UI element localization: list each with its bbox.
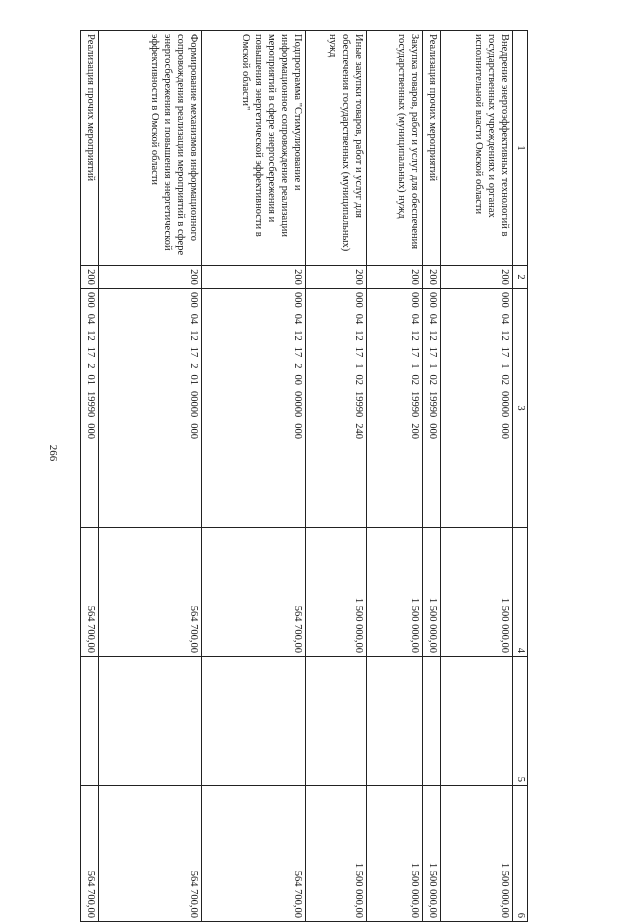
row-sum-col6: 564 700,00 — [99, 786, 202, 922]
row-sum-col5 — [367, 657, 422, 786]
kbk-part: 17 — [426, 346, 438, 358]
kbk-part: 04 — [408, 313, 420, 325]
table-row — [422, 31, 440, 922]
kbk-part: 04 — [353, 313, 365, 325]
row-sum-col5 — [99, 657, 202, 786]
kbk-part: 00000 — [188, 391, 200, 418]
row-code: 200 — [81, 266, 99, 289]
kbk-part: 12 — [188, 330, 200, 341]
kbk-part: 1 — [408, 363, 420, 369]
kbk-part: 12 — [408, 330, 420, 341]
budget-table-grid — [80, 30, 528, 922]
row-sum-col6: 1 500 000,00 — [422, 786, 440, 922]
kbk-part: 00 — [291, 374, 303, 385]
row-sum-col4: 1 500 000,00 — [367, 528, 422, 657]
table-row — [99, 31, 202, 922]
kbk-part: 19990 — [426, 391, 438, 418]
table-row — [305, 31, 367, 922]
kbk-part: 1 — [426, 363, 438, 369]
table-row — [202, 31, 305, 922]
kbk-part: 04 — [499, 313, 510, 325]
kbk-part: 1 — [499, 363, 510, 369]
column-header-5: 5 — [513, 657, 528, 786]
column-header-6: 6 — [513, 786, 528, 922]
kbk-part: 240 — [353, 423, 365, 439]
kbk-part: 19990 — [85, 391, 97, 418]
kbk-part: 000 — [499, 292, 510, 308]
row-sum-col4: 564 700,00 — [99, 528, 202, 657]
kbk-part: 000 — [426, 292, 438, 308]
table-row — [440, 31, 512, 922]
row-sum-col4: 564 700,00 — [81, 528, 99, 657]
kbk-part: 12 — [353, 330, 365, 341]
kbk-part: 17 — [408, 346, 420, 358]
row-sum-col5 — [422, 657, 440, 786]
kbk-part: 200 — [408, 423, 420, 439]
kbk-part: 12 — [426, 330, 438, 341]
row-sum-col6: 1 500 000,00 — [440, 786, 512, 922]
kbk-part: 04 — [85, 313, 97, 325]
row-sum-col4: 1 500 000,00 — [422, 528, 440, 657]
kbk-part: 000 — [499, 423, 510, 439]
row-sum-col6: 1 500 000,00 — [305, 786, 367, 922]
row-sum-col5 — [305, 657, 367, 786]
table-row — [367, 31, 422, 922]
kbk-part: 19990 — [408, 391, 420, 418]
kbk-part: 1 — [353, 363, 365, 369]
kbk-part: 000 — [291, 292, 303, 308]
kbk-part: 2 — [291, 363, 303, 369]
kbk-part: 17 — [353, 346, 365, 358]
row-kbk — [99, 289, 202, 528]
header-row — [513, 31, 528, 922]
row-sum-col6: 1 500 000,00 — [367, 786, 422, 922]
row-kbk — [440, 289, 512, 528]
kbk-part: 000 — [353, 292, 365, 308]
column-header-2: 2 — [513, 266, 528, 289]
kbk-part: 000 — [85, 423, 97, 439]
column-header-4: 4 — [513, 528, 528, 657]
row-kbk — [305, 289, 367, 528]
row-sum-col6: 564 700,00 — [81, 786, 99, 922]
kbk-part: 02 — [499, 374, 510, 385]
row-code: 200 — [422, 266, 440, 289]
row-sum-col4: 1 500 000,00 — [440, 528, 512, 657]
row-code: 200 — [99, 266, 202, 289]
row-kbk — [367, 289, 422, 528]
row-name: Формирование механизмов информационного сопровождения реализации мероприятий в сфере энергосбережения и повышения энергетической эффективности в Омской области — [99, 31, 202, 266]
row-name: Иные закупки товаров, работ и услуг для обеспечения государственных (муниципальных) нужд — [305, 31, 367, 266]
row-code: 200 — [305, 266, 367, 289]
row-kbk — [422, 289, 440, 528]
kbk-part: 17 — [291, 346, 303, 358]
row-kbk — [81, 289, 99, 528]
kbk-part: 000 — [426, 423, 438, 439]
kbk-part: 17 — [85, 346, 97, 358]
kbk-part: 000 — [408, 292, 420, 308]
row-name: Внедрение энергоэффективных технологий в государственных учреждениях и органах исполнительной власти Омской области — [440, 31, 512, 266]
kbk-part: 02 — [353, 374, 365, 385]
kbk-part: 000 — [188, 423, 200, 439]
budget-table — [80, 30, 528, 918]
kbk-part: 01 — [85, 374, 97, 385]
row-sum-col5 — [81, 657, 99, 786]
kbk-part: 12 — [291, 330, 303, 341]
kbk-part: 12 — [85, 330, 97, 341]
row-sum-col4: 1 500 000,00 — [305, 528, 367, 657]
kbk-part: 12 — [499, 330, 510, 341]
kbk-part: 000 — [188, 292, 200, 308]
row-code: 200 — [367, 266, 422, 289]
kbk-part: 01 — [188, 374, 200, 385]
kbk-part: 000 — [291, 423, 303, 439]
kbk-part: 19990 — [353, 391, 365, 418]
kbk-part: 00000 — [499, 391, 510, 418]
row-name: Реализация прочих мероприятий — [81, 31, 99, 266]
kbk-part: 17 — [188, 346, 200, 358]
kbk-part: 2 — [188, 363, 200, 369]
kbk-part: 2 — [85, 363, 97, 369]
row-sum-col4: 564 700,00 — [202, 528, 305, 657]
row-sum-col6: 564 700,00 — [202, 786, 305, 922]
row-kbk — [202, 289, 305, 528]
row-name: Подпрограмма "Стимулирование и информационное сопровождение реализации мероприятий в сфере энергосбережения и повышения энергетической эффективности в Омской области" — [202, 31, 305, 266]
rotated-table-frame — [80, 30, 528, 918]
row-sum-col5 — [440, 657, 512, 786]
row-code: 200 — [440, 266, 512, 289]
kbk-part: 000 — [85, 292, 97, 308]
row-name: Закупка товаров, работ и услуг для обеспечения государственных (муниципальных) нужд — [367, 31, 422, 266]
kbk-part: 17 — [499, 346, 510, 358]
kbk-part: 04 — [188, 313, 200, 325]
column-header-3: 3 — [513, 289, 528, 528]
page-number: 266 — [47, 444, 59, 462]
kbk-part: 00000 — [291, 391, 303, 418]
row-sum-col5 — [202, 657, 305, 786]
row-name: Реализация прочих мероприятий — [422, 31, 440, 266]
column-header-1: 1 — [513, 31, 528, 266]
kbk-part: 04 — [426, 313, 438, 325]
kbk-part: 02 — [408, 374, 420, 385]
row-code: 200 — [202, 266, 305, 289]
kbk-part: 02 — [426, 374, 438, 385]
table-row — [81, 31, 99, 922]
kbk-part: 04 — [291, 313, 303, 325]
